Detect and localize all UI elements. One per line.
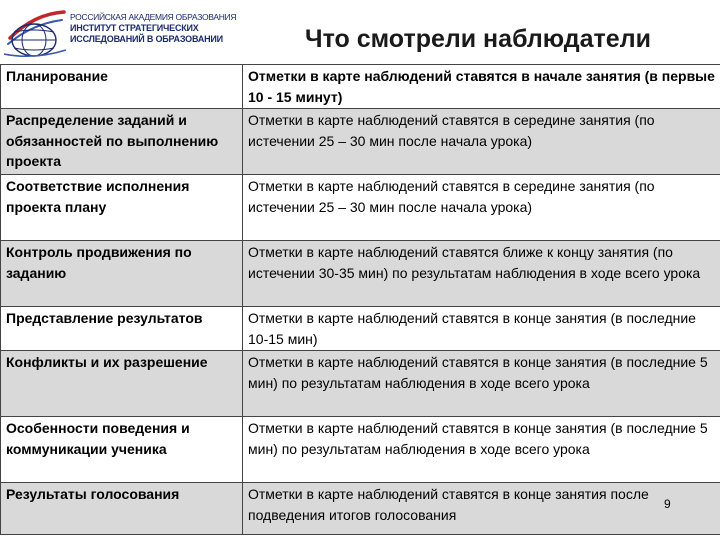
aspect-cell: Контроль продвижения по заданию <box>1 241 243 307</box>
table-row <box>1 417 720 483</box>
table-row <box>1 65 720 109</box>
institute-logo <box>4 4 254 60</box>
aspect-cell: Результаты голосования <box>1 483 243 535</box>
timing-cell: Отметки в карте наблюдений ставятся в конце занятия (в последние 5 мин) по результатам наблюдения в ходе всего урока <box>243 351 720 417</box>
timing-cell: Отметки в карте наблюдений ставятся в конце занятия после подведения итогов голосования <box>243 483 720 535</box>
aspect-cell: Соответствие исполнения проекта плану <box>1 175 243 241</box>
table-row <box>1 351 720 417</box>
aspect-cell: Распределение заданий и обязанностей по выполнению проекта <box>1 109 243 175</box>
aspect-cell: Представление результатов <box>1 307 243 351</box>
timing-cell: Отметки в карте наблюдений ставятся в середине занятия (по истечении 25 – 30 мин после начала урока) <box>243 175 720 241</box>
table-row <box>1 109 720 175</box>
logo-line-institute: ИНСТИТУТ СТРАТЕГИЧЕСКИХ <box>70 23 199 33</box>
page-number: 9 <box>664 497 671 511</box>
slide-title: Что смотрели наблюдатели <box>305 25 651 53</box>
aspect-cell: Планирование <box>1 65 243 109</box>
timing-cell: Отметки в карте наблюдений ставятся в середине занятия (по истечении 25 – 30 мин после начала урока) <box>243 109 720 175</box>
table-row <box>1 175 720 241</box>
logo-wordmark <box>70 12 260 45</box>
aspect-cell: Особенности поведения и коммуникации ученика <box>1 417 243 483</box>
observation-table <box>0 64 720 535</box>
timing-cell: Отметки в карте наблюдений ставятся в конце занятия (в последние 10-15 мин) <box>243 307 720 351</box>
table-row <box>1 241 720 307</box>
table-row <box>1 307 720 351</box>
globe-logo-icon <box>4 4 68 60</box>
logo-line-research: ИССЛЕДОВАНИЙ В ОБРАЗОВАНИИ <box>70 34 223 44</box>
timing-cell: Отметки в карте наблюдений ставятся в начале занятия (в первые 10 - 15 минут) <box>243 65 720 109</box>
aspect-cell: Конфликты и их разрешение <box>1 351 243 417</box>
timing-cell: Отметки в карте наблюдений ставятся ближе к концу занятия (по истечении 30-35 мин) по результатам наблюдения в ходе всего урока <box>243 241 720 307</box>
timing-cell: Отметки в карте наблюдений ставятся в конце занятия (в последние 5 мин) по результатам наблюдения в ходе всего урока <box>243 417 720 483</box>
logo-line-academy: РОССИЙСКАЯ АКАДЕМИЯ ОБРАЗОВАНИЯ <box>70 12 237 22</box>
table-row <box>1 483 720 535</box>
